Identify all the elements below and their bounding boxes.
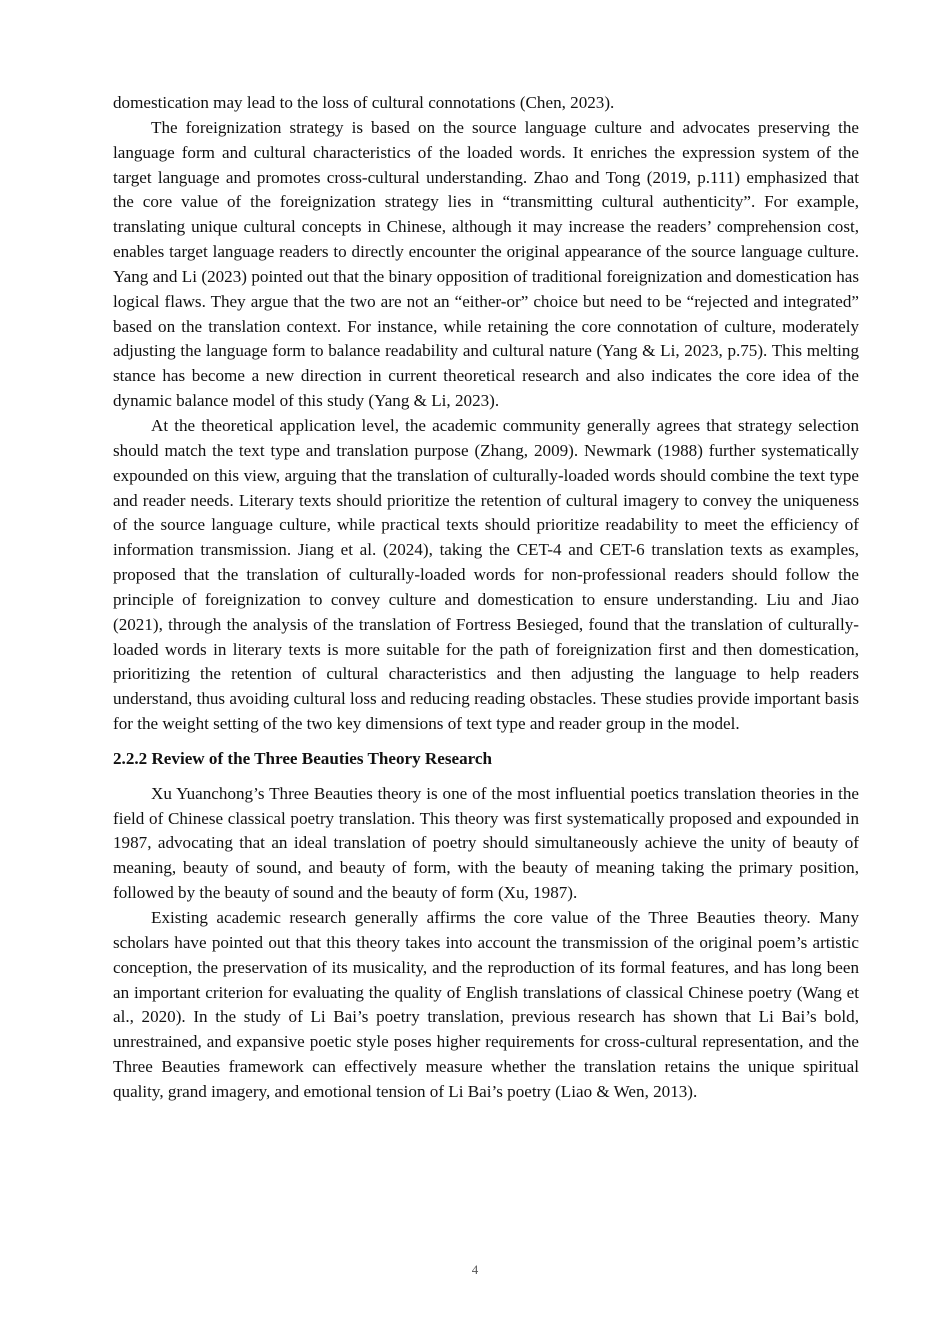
paragraph-three-beauties-review: Existing academic research generally affirms the core value of the Three Beauties theory. Many scholars have pointed out that this theory takes into account the transmission of the original poem’s artistic conception, the preservation of its musicality, and the reproduction of its formal features, and has long been an important criterion for evaluating the quality of English translations of classical Chinese poetry (Wang et al., 2020). In the study of Li Bai’s poetry translation, previous research has shown that Li Bai’s bold, unrestrained, and expansive poetic style poses higher requirements for cross-cultural representation, and the Three Beauties framework can effectively measure whether the translation retains the unique spiritual quality, grand imagery, and emotional tension of Li Bai’s poetry (Liao & Wen, 2013).: [113, 908, 859, 1101]
paragraph-foreignization: The foreignization strategy is based on the source language culture and advocates preserving the language form and cultural characteristics of the loaded words. It enriches the expression system of the target language and promotes cross-cultural understanding. Zhao and Tong (2019, p.111) emphasized that the core value of the foreignization strategy lies in “transmitting cultural authenticity”. For example, translating unique cultural concepts in Chinese, although it may increase the readers’ comprehension cost, enables target language readers to directly encounter the original appearance of the source language culture. Yang and Li (2023) pointed out that the binary opposition of traditional foreignization and domestication has logical flaws. They argue that the two are not an “either-or” choice but need to be “rejected and integrated” based on the translation context. For instance, while retaining the core connotation of culture, moderately adjusting the language form to balance readability and cultural nature (Yang & Li, 2023, p.75). This melting stance has become a new direction in current theoretical research and also indicates the core idea of the dynamic balance model of this study (Yang & Li, 2023).: [113, 117, 859, 411]
page-number: 4: [471, 1262, 479, 1277]
section-heading: 2.2.2 Review of the Three Beauties Theory Research: [113, 748, 493, 768]
paragraph-continuation: domestication may lead to the loss of cultural connotations (Chen, 2023).: [113, 93, 615, 112]
paragraph-theoretical-application: At the theoretical application level, the academic community generally agrees that strategy selection should match the text type and translation purpose (Zhang, 2009). Newmark (1988) further systematically expounded on this view, arguing that the translation of culturally-loaded words should combine the text type and reader needs. Literary texts should prioritize the retention of cultural imagery to convey the uniqueness of the source language culture, while practical texts should prioritize readability to meet the efficiency of information transmission. Jiang et al. (2024), taking the CET-4 and CET-6 translation texts as examples, proposed that the translation of culturally-loaded words for non-professional readers should follow the principle of foreignization to convey culture and domestication to ensure understanding. Liu and Jiao (2021), through the analysis of the translation of Fortress Besieged, found that the translation of culturally-loaded words in literary texts is more suitable for the path of foreignization first and then domestication, prioritizing the retention of cultural characteristics and then adjusting the language to help readers understand, thus avoiding cultural loss and reducing reading obstacles. These studies provide important basis for the weight setting of the two key dimensions of text type and reader group in the model.: [113, 415, 859, 734]
document-body: [113, 91, 859, 1105]
paragraph-three-beauties-intro: Xu Yuanchong’s Three Beauties theory is one of the most influential poetics translation theories in the field of Chinese classical poetry translation. This theory was first systematically proposed and expounded in 1987, advocating that an ideal translation of poetry should simultaneously achieve the unity of beauty of meaning, beauty of sound, and beauty of form, with the beauty of meaning taking the primary position, followed by the beauty of sound and the beauty of form (Xu, 1987).: [113, 783, 859, 903]
